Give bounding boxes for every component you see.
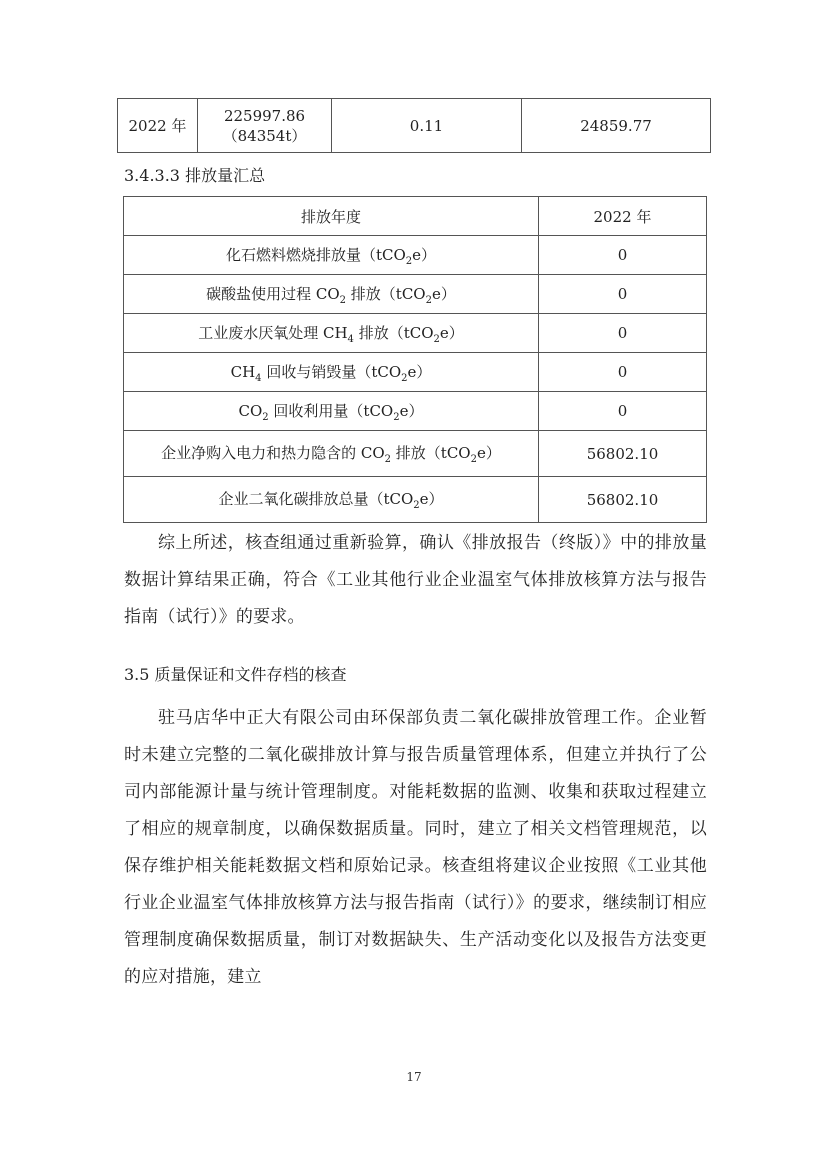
row-value: 0 <box>539 236 707 275</box>
row-value: 0 <box>539 392 707 431</box>
table-row <box>124 431 707 477</box>
quality-text: 驻马店华中正大有限公司由环保部负责二氧化碳排放管理工作。企业暂时未建立完整的二氧化碳排放计算与报告质量管理体系，但建立并执行了公司内部能源计量与统计管理制度。对能耗数据的监测、收集和获取过程建立了相应的规章制度，以确保数据质量。同时，建立了相关文档管理规范，以保存维护相关能耗数据文档和原始记录。核查组将建议企业按照《工业其他行业企业温室气体排放核算方法与报告指南（试行）》的要求，继续制订相应管理制度确保数据质量，制订对数据缺失、生产活动变化以及报告方法变更的应对措施，建立 <box>124 708 707 987</box>
table-row <box>124 275 707 314</box>
section-heading-35: 3.5 质量保证和文件存档的核查 <box>124 665 347 684</box>
row-value: 0 <box>539 275 707 314</box>
row-label: 工业废水厌氧处理 $CH_4$ 排放（tCO$_2$e） <box>124 314 539 353</box>
table-row <box>118 99 711 153</box>
row-label: 化石燃料燃烧排放量（tCO$_2$e） <box>124 236 539 275</box>
year-cell: 2022 年 <box>118 99 198 153</box>
row-label: $CO_2$ 回收利用量（tCO$_2$e） <box>124 392 539 431</box>
table-row <box>124 314 707 353</box>
row-value: 56802.10 <box>539 431 707 477</box>
row-value: 0 <box>539 314 707 353</box>
conclusion-paragraph <box>124 525 707 636</box>
row-label: $CH_4$ 回收与销毁量（tCO$_2$e） <box>124 353 539 392</box>
quality-paragraph <box>124 700 707 996</box>
emission-cell: 24859.77 <box>522 99 711 153</box>
header-year: 2022 年 <box>539 197 707 236</box>
row-value: 0 <box>539 353 707 392</box>
fuel-table-fragment <box>117 98 711 153</box>
header-label: 排放年度 <box>124 197 539 236</box>
consumption-cell <box>198 99 332 153</box>
table-row <box>124 477 707 523</box>
table-row <box>124 353 707 392</box>
factor-cell: 0.11 <box>332 99 522 153</box>
page-number: 17 <box>406 1070 422 1084</box>
conclusion-text: 综上所述，核查组通过重新验算，确认《排放报告（终版）》中的排放量数据计算结果正确，符合《工业其他行业企业温室气体排放核算方法与报告指南（试行）》的要求。 <box>124 533 707 627</box>
row-value: 56802.10 <box>539 477 707 523</box>
consumption-tonnes: （84354t） <box>222 126 307 145</box>
emission-summary-table <box>123 196 707 523</box>
section-heading-3433: 3.4.3.3 排放量汇总 <box>124 166 266 185</box>
table-row <box>124 392 707 431</box>
row-label: 企业二氧化碳排放总量（tCO$_2$e） <box>124 477 539 523</box>
row-label: 碳酸盐使用过程 $CO_2$ 排放（tCO$_2$e） <box>124 275 539 314</box>
table-row <box>124 236 707 275</box>
table-header-row <box>124 197 707 236</box>
row-label: 企业净购入电力和热力隐含的 $CO_2$ 排放（tCO$_2$e） <box>124 431 539 477</box>
consumption-value: 225997.86 <box>223 106 306 125</box>
